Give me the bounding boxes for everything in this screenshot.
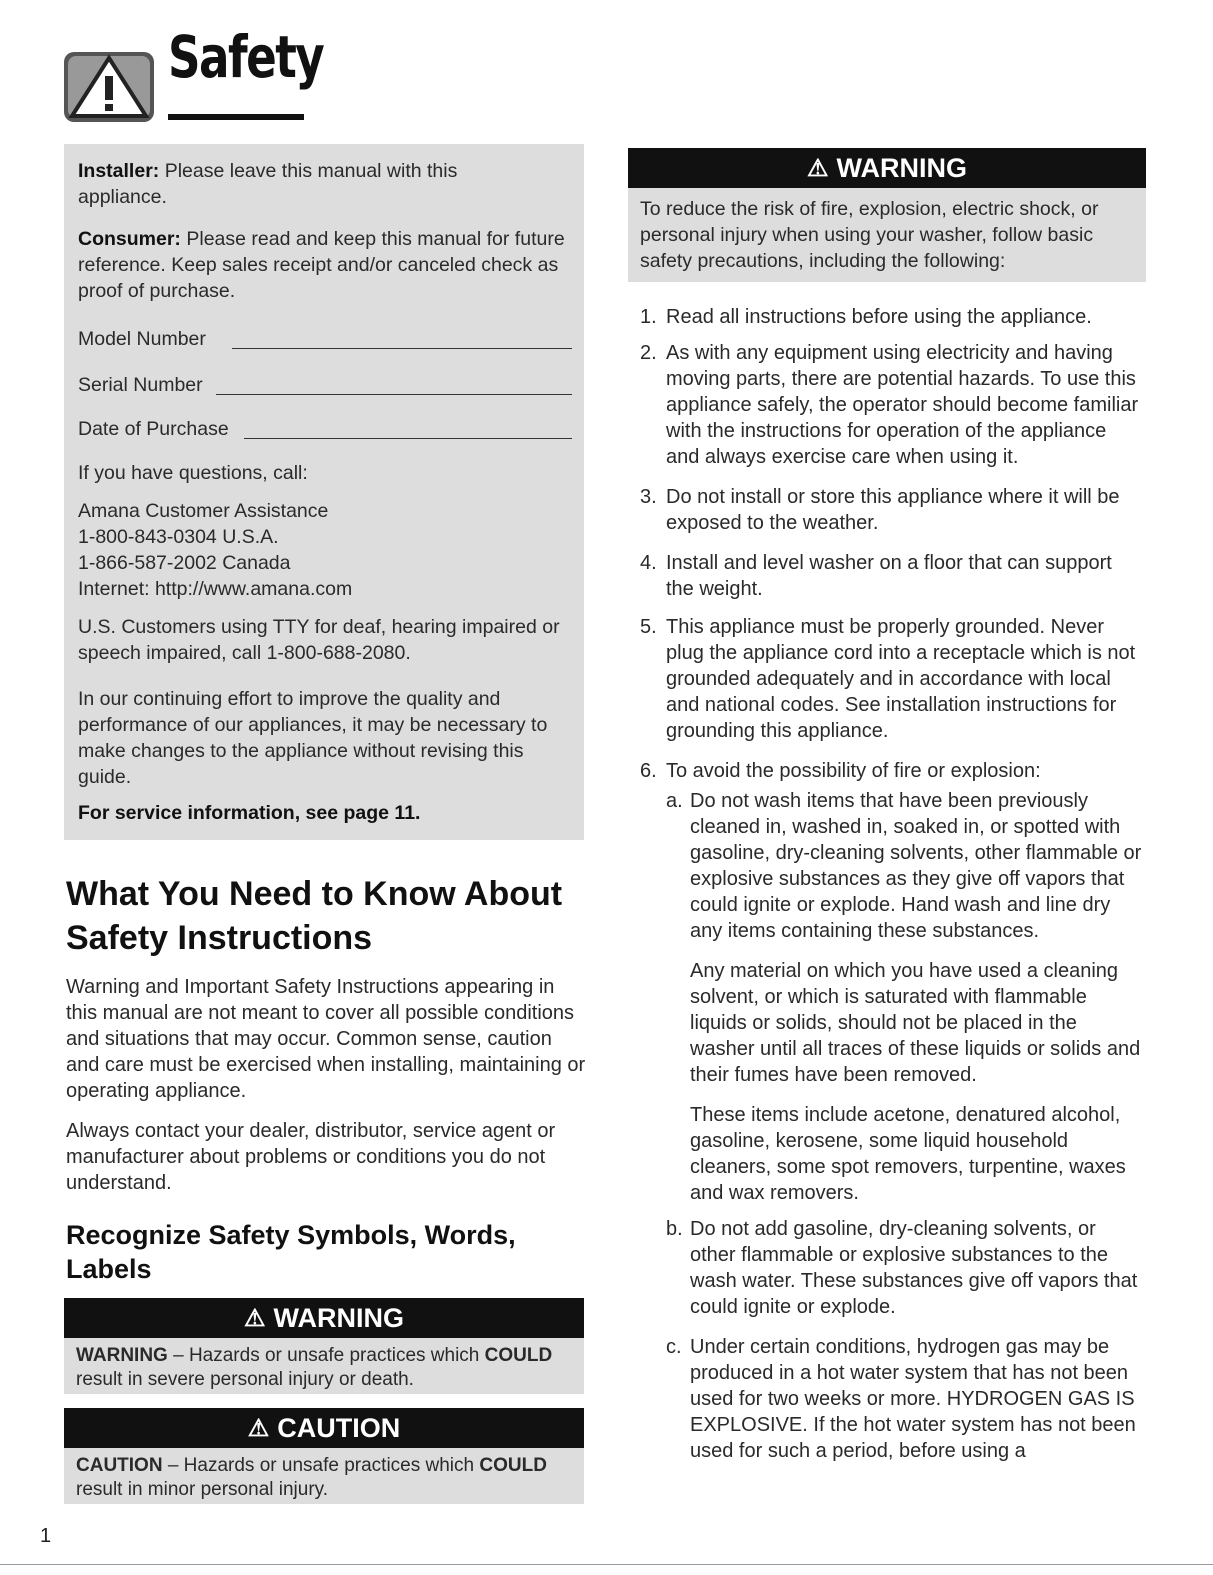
model-number-label: Model Number (78, 328, 206, 350)
list-number: 2. (640, 342, 657, 364)
list-item: Read all instructions before using the appliance. (666, 306, 1092, 328)
list-number: 3. (640, 486, 657, 508)
warning-label-banner: ⚠ WARNING (64, 1298, 584, 1338)
phone-usa: 1-800-843-0304 U.S.A. (78, 526, 279, 548)
title-underline (168, 114, 304, 120)
section-heading: What You Need to Know About Safety Instructions (66, 875, 563, 957)
list-item: To avoid the possibility of fire or explosion: (666, 760, 1041, 782)
phone-canada: 1-866-587-2002 Canada (78, 552, 291, 574)
sub-item-a-para-3: These items include acetone, denatured alcohol, gasoline, kerosene, some liquid household cleaners, some spot removers, turpentine, waxes and wax removers. (690, 1104, 1126, 1204)
installer-note: Installer: Please leave this manual with this appliance. (78, 160, 458, 208)
symbols-subheading: Recognize Safety Symbols, Words, Labels (66, 1220, 516, 1284)
list-item: This appliance must be properly grounded. Never plug the appliance cord into a receptacle which is not grounded adequately and in accordance with local and national codes. See installation instructions for grounding this appliance. (666, 616, 1136, 742)
list-number: 1. (640, 306, 657, 328)
list-number: 6. (640, 760, 657, 782)
warning-label-body (64, 1338, 584, 1394)
serial-number-line (216, 394, 572, 395)
warning-triangle-icon (62, 44, 156, 124)
sub-letter: a. (666, 790, 683, 812)
caution-label-body (64, 1448, 584, 1504)
sub-item-b: Do not add gasoline, dry-cleaning solvents, or other flammable or explosive substances to the wash water. These substances give off vapors that could ignite or explode. (690, 1218, 1138, 1318)
sub-letter: b. (666, 1218, 683, 1240)
warning-box-body (628, 188, 1146, 282)
warning-triangle-icon: ⚠ (806, 154, 829, 182)
list-item: Do not install or store this appliance where it will be exposed to the weather. (666, 486, 1120, 534)
model-number-line (232, 348, 572, 349)
service-note: For service information, see page 11. (78, 802, 421, 824)
caution-label-text: CAUTION – Hazards or unsafe practices which COULD result in minor personal injury. (76, 1455, 547, 1500)
warning-triangle-icon: ⚠ (243, 1304, 266, 1332)
sub-letter: c. (666, 1336, 682, 1358)
sub-item-c: Under certain conditions, hydrogen gas may be produced in a hot water system that has not been used for two weeks or more. HYDROGEN GAS IS EXPLOSIVE. If the hot water system has not been used for such a period, before using a (690, 1336, 1136, 1462)
date-of-purchase-line (244, 438, 572, 439)
consumer-info-box (64, 144, 584, 840)
list-item: As with any equipment using electricity and having moving parts, there are potential hazards. To use this appliance safely, the operator should become familiar with the instructions for operation of the appliance and always exercise care when using it. (666, 342, 1139, 468)
caution-label-banner: ⚠ CAUTION (64, 1408, 584, 1448)
improve-note: In our continuing effort to improve the quality and performance of our appliances, it may be necessary to make changes to the appliance without revising this guide. (78, 688, 548, 788)
page-number: 1 (40, 1525, 52, 1547)
list-number: 4. (640, 552, 657, 574)
contact-name: Amana Customer Assistance (78, 500, 329, 522)
warning-triangle-icon: ⚠ (247, 1414, 270, 1442)
sub-item-a: Do not wash items that have been previously cleaned in, washed in, soaked in, or spotted with gasoline, dry-cleaning solvents, other flammable or explosive substances as they give off vapors that could ignite or explode. Hand wash and line dry any items containing these substances. (690, 790, 1142, 942)
section-paragraph-1: Warning and Important Safety Instructions appearing in this manual are not meant to cover all possible conditions and situations that may occur. Common sense, caution and care must be exercised when installing, maintaining or operating appliance. (66, 976, 586, 1102)
list-item: Install and level washer on a floor that can support the weight. (666, 552, 1112, 600)
section-paragraph-2: Always contact your dealer, distributor, service agent or manufacturer about problems or conditions you do not understand. (66, 1120, 556, 1194)
sub-item-a-para-2: Any material on which you have used a cleaning solvent, or which is saturated with flammable liquids or solids, should not be placed in the washer until all traces of these liquids or solids and their fumes have been removed. (690, 960, 1141, 1086)
serial-number-label: Serial Number (78, 374, 203, 396)
page-title: Safety (168, 23, 324, 91)
warning-label-text: WARNING – Hazards or unsafe practices which COULD result in severe personal injury or death. (76, 1345, 553, 1390)
bottom-divider (0, 1564, 1213, 1565)
questions-text: If you have questions, call: (78, 462, 308, 484)
list-number: 5. (640, 616, 657, 638)
date-of-purchase-label: Date of Purchase (78, 418, 229, 440)
tty-note: U.S. Customers using TTY for deaf, hearing impaired or speech impaired, call 1-800-688-2080. (78, 616, 560, 664)
consumer-note: Consumer: Please read and keep this manual for future reference. Keep sales receipt and/or canceled check as proof of purchase. (78, 228, 565, 302)
internet-address: Internet: http://www.amana.com (78, 578, 353, 600)
warning-banner: ⚠ WARNING (628, 148, 1146, 188)
warning-box-text: To reduce the risk of fire, explosion, electric shock, or personal injury when using your washer, follow basic safety precautions, including the following: (640, 198, 1099, 272)
